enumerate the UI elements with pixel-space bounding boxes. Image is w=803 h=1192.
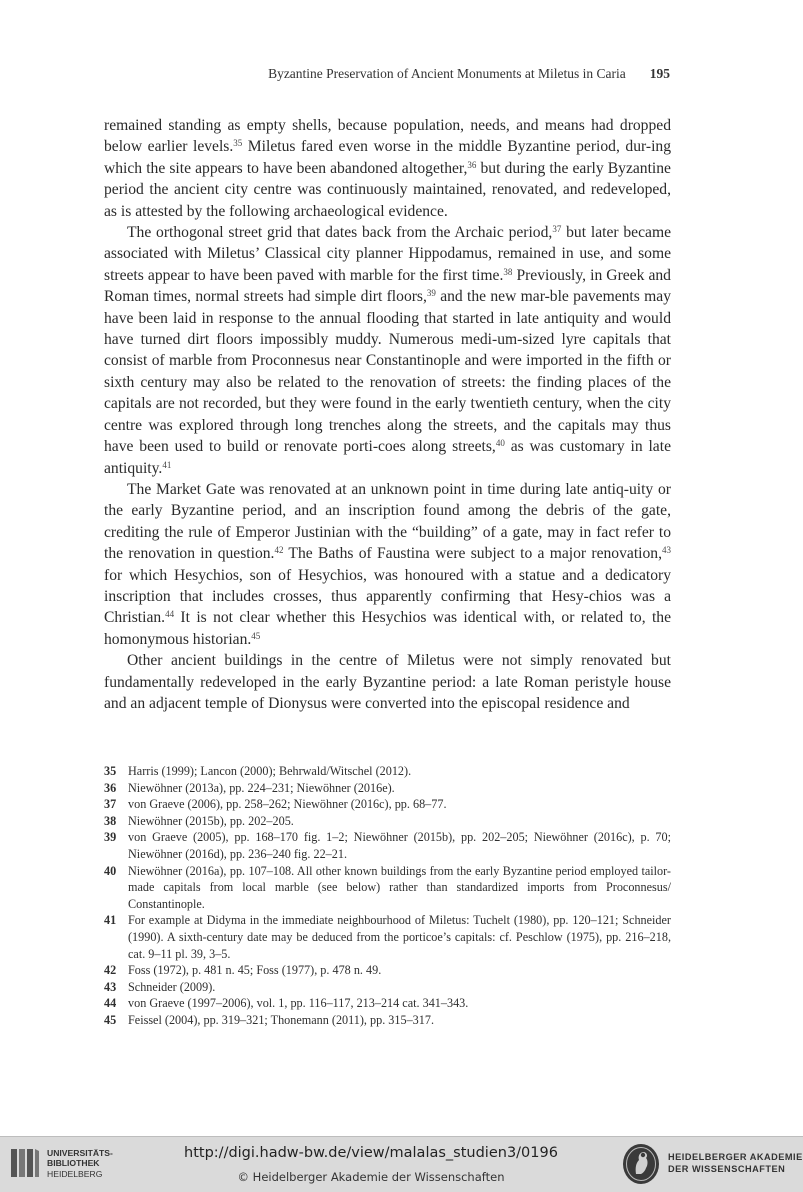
footnote xyxy=(104,813,671,830)
footnote-text: For example at Didyma in the immediate neighbourhood of Miletus: Tuchelt (1980), pp. 120–121; Schneider (1990). A sixth-century date may be deduced from the porticoe’s capitals: cf. Peschlow (1975), pp. 216–218, cat. 9–11 pl. 39, 3–5. xyxy=(128,913,671,961)
footnote-text: Harris (1999); Lancon (2000); Behrwald/Witschel (2012). xyxy=(128,764,412,778)
text-run: It is not clear whether this Hesychios was identical with, or related to, the homonymous historian. xyxy=(104,609,671,648)
footnote-number: 45 xyxy=(104,1012,117,1027)
footnote-ref-38[interactable]: 38 xyxy=(503,266,513,277)
page-header xyxy=(104,66,670,82)
viewer-footer xyxy=(0,1136,803,1192)
footnote-text: Foss (1972), p. 481 n. 45; Foss (1977), p. 478 n. 49. xyxy=(128,963,382,978)
text-run: Other ancient buildings in the centre of Miletus were not simply renovated but fundamentally redeveloped in the early Byzantine period: a late Roman peristyle house and an adjacent temple of Dionysus were converted into the episcopal residence and xyxy=(104,652,671,712)
text-run: for which Hesychios, son of Hesychios, was honoured with a statue and a dedicatory inscription that includes crosses, thus apparently confirming that Hesy-chios was a Christian. xyxy=(104,566,671,627)
footnote xyxy=(104,796,671,813)
footnote-number: 39 xyxy=(104,830,117,845)
footnote-number: 38 xyxy=(104,813,117,828)
footnote-number: 41 xyxy=(104,913,117,928)
page-number: 195 xyxy=(649,66,670,81)
main-text xyxy=(104,115,671,714)
footnote-text: von Graeve (2005), pp. 168–170 fig. 1–2; Niewöhner (2015b), pp. 202–205; Niewöhner (2016c), p. 70; Niewöhner (2016d), pp. 236–240 fig. 22–21. xyxy=(128,830,671,861)
footnote xyxy=(104,979,671,996)
library-line: HEIDELBERG xyxy=(47,1168,103,1179)
footnote xyxy=(104,829,671,862)
footnote-ref-35[interactable]: 35 xyxy=(233,138,243,149)
footnote xyxy=(104,1012,671,1029)
copyright-notice: © Heidelberger Akademie der Wissenschaften xyxy=(237,1170,505,1184)
library-name xyxy=(47,1148,113,1179)
footnote-ref-43[interactable]: 43 xyxy=(661,545,671,556)
library-line: BIBLIOTHEK xyxy=(47,1158,100,1169)
footnote-text: Niewöhner (2013a), pp. 224–231; Niewöhner (2016e). xyxy=(128,780,395,795)
footnote-ref-45[interactable]: 45 xyxy=(251,630,261,641)
library-line: UNIVERSITÄTS- xyxy=(47,1148,113,1158)
paragraph-2 xyxy=(104,222,671,479)
footnote xyxy=(104,763,671,780)
text-run: but later became associated with Miletus’ Classical city planner Hippodamus, remained in use, and some streets appear to have been paved with marble for the first time. xyxy=(104,224,672,284)
footnote-number: 43 xyxy=(104,979,117,994)
footnote xyxy=(104,962,671,979)
academy-name xyxy=(668,1152,803,1175)
text-run: The Market Gate was renovated at an unknown point in time during late antiq-uity or the early Byzantine period, and an inscription found among the debris of the gate, crediting the rule of Emperor Justinian with the “building” of a gate, may in fact refer to the renovation in question. xyxy=(104,480,671,563)
text-run: and the new mar-ble pavements may have been laid in response to the annual flooding that started in late antiquity and would have turned dirt floors impossibly muddy. Numerous medi-um-sized lyre capitals that consist of marble from Proconnesus near Constantinople and were imported in the fifth or sixth century may also be related to the renovation of streets: the finding places of the capitals are not recorded, but they were found in the early twentieth century, when the city centre was explored through long trenches along the streets, and the capitals may thus have been used to build or renovate porti-coes along streets, xyxy=(104,288,671,456)
text-run: The orthogonal street grid that dates back from the Archaic period, xyxy=(127,224,553,242)
footnote-ref-37[interactable]: 37 xyxy=(552,224,562,235)
footnotes xyxy=(104,763,671,1029)
text-run: remained standing as empty shells, because population, needs, and means had dropped below earlier levels. xyxy=(104,117,671,156)
footnote-number: 36 xyxy=(104,780,117,795)
text-run: but during the early Byzantine period the ancient city centre was continuously maintained, renovated, and redeveloped, as is attested by the following archaeological evidence. xyxy=(104,159,671,220)
footnote xyxy=(104,995,671,1012)
paragraph-4 xyxy=(104,650,671,714)
paragraph-1 xyxy=(104,115,671,222)
text-run: The Baths of Faustina were subject to a major renovation, xyxy=(283,545,662,563)
footnote-ref-36[interactable]: 36 xyxy=(467,159,477,170)
footnote-text: Schneider (2009). xyxy=(128,979,216,994)
academy-line: HEIDELBERGER AKADEMIE xyxy=(668,1152,803,1162)
footnote-number: 40 xyxy=(104,863,117,878)
footnote-number: 44 xyxy=(104,996,117,1011)
text-run: as was customary in late antiquity. xyxy=(104,438,671,477)
academy-line: DER WISSENSCHAFTEN xyxy=(668,1163,786,1174)
footnote-ref-42[interactable]: 42 xyxy=(274,545,284,556)
text-run: Previously, in Greek and Roman times, normal streets had simple dirt floors, xyxy=(104,266,671,306)
footnote-text: Niewöhner (2016a), pp. 107–108. All other known buildings from the early Byzantine period employed tailor-made capitals from local marble (see below) rather than standardized imports from Proconnesus/ Constantinople. xyxy=(128,863,671,911)
academy-seal-logo-icon[interactable] xyxy=(621,1142,661,1186)
paragraph-3 xyxy=(104,479,671,650)
footnote-number: 35 xyxy=(104,764,117,778)
text-run: Miletus fared even worse in the middle Byzantine period, dur-ing which the site appears to have been abandoned altogether, xyxy=(104,138,671,177)
running-title: Byzantine Preservation of Ancient Monuments at Miletus in Caria xyxy=(268,66,626,81)
footnote-ref-39[interactable]: 39 xyxy=(426,288,436,299)
footnote xyxy=(104,912,671,962)
footnote xyxy=(104,863,671,913)
footnote xyxy=(104,780,671,797)
footnote-number: 42 xyxy=(104,963,117,978)
footnote-text: von Graeve (1997–2006), vol. 1, pp. 116–117, 213–214 cat. 341–343. xyxy=(128,996,469,1011)
permalink-url[interactable]: http://digi.hadw-bw.de/view/malalas_studien3/0196 xyxy=(184,1145,558,1161)
footnote-number: 37 xyxy=(104,797,117,812)
footnote-ref-41[interactable]: 41 xyxy=(162,459,172,470)
footnote-text: Niewöhner (2015b), pp. 202–205. xyxy=(128,813,294,828)
footnote-text: Feissel (2004), pp. 319–321; Thonemann (2011), pp. 315–317. xyxy=(128,1012,435,1027)
footnote-ref-40[interactable]: 40 xyxy=(495,438,505,449)
footnote-text: von Graeve (2006), pp. 258–262; Niewöhner (2016c), pp. 68–77. xyxy=(128,797,447,812)
university-library-logo-icon[interactable] xyxy=(10,1147,40,1179)
footnote-ref-44[interactable]: 44 xyxy=(165,609,175,620)
